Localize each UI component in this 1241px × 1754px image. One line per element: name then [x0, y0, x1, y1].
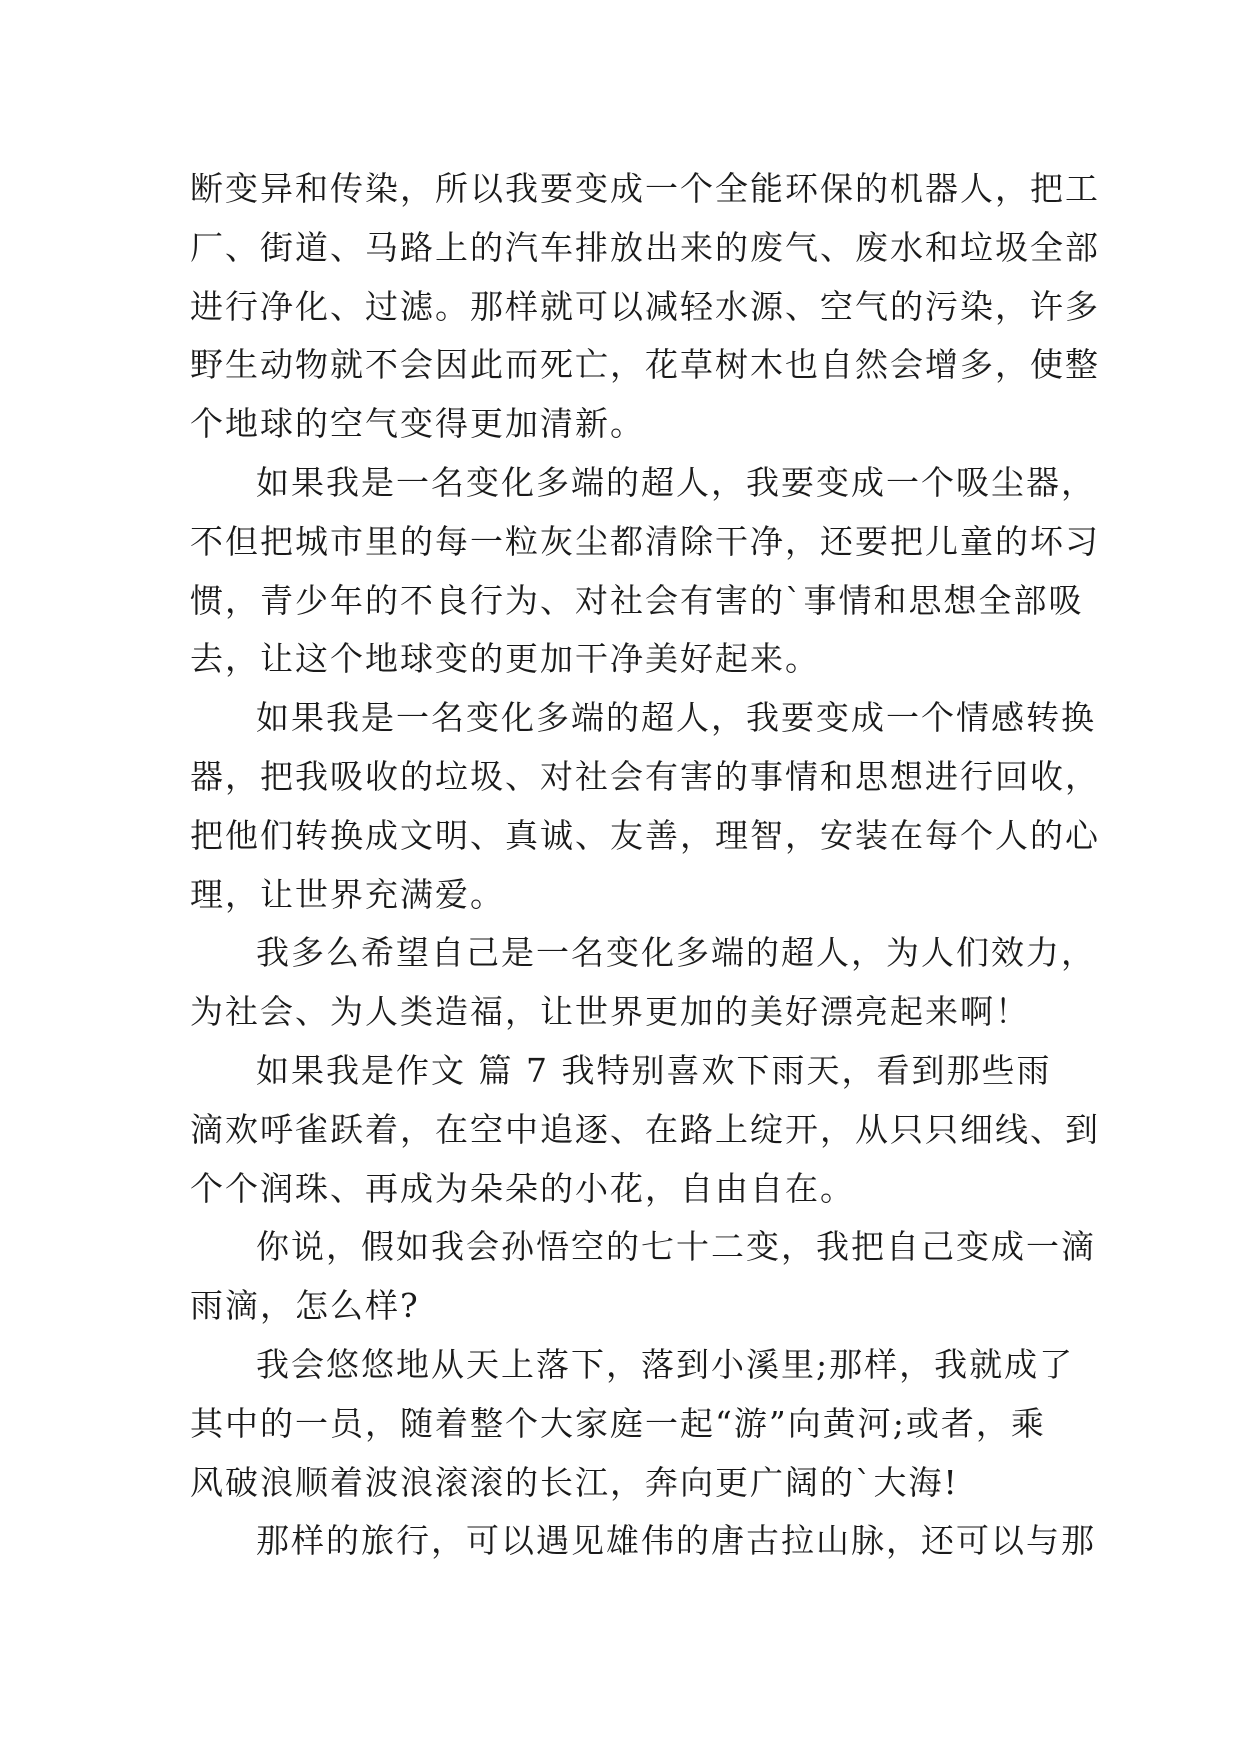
text-line: 把他们转换成文明、真诚、友善，理智，安装在每个人的心 [190, 815, 1100, 855]
text-line: 雨滴，怎么样? [190, 1286, 420, 1326]
text-line: 器，把我吸收的垃圾、对社会有害的事情和思想进行回收， [190, 756, 1100, 796]
text-line: 理，让世界充满爱。 [190, 874, 505, 914]
text-line: 个地球的空气变得更加清新。 [190, 404, 645, 444]
text-line: 断变异和传染，所以我要变成一个全能环保的机器人，把工 [190, 169, 1100, 208]
text-line: 厂、街道、马路上的汽车排放出来的废气、废水和垃圾全部 [190, 227, 1100, 267]
text-line: 滴欢呼雀跃着，在空中追逐、在路上绽开，从只只细线、到 [190, 1109, 1100, 1149]
text-line: 我多么希望自己是一名变化多端的超人，为人们效力， [256, 933, 1096, 973]
text-line: 如果我是一名变化多端的超人，我要变成一个情感转换 [256, 698, 1096, 738]
text-line: 你说，假如我会孙悟空的七十二变，我把自己变成一滴 [256, 1227, 1096, 1267]
text-line: 那样的旅行，可以遇见雄伟的唐古拉山脉，还可以与那 [256, 1521, 1096, 1561]
text-line: 为社会、为人类造福，让世界更加的美好漂亮起来啊！ [190, 992, 1030, 1032]
text-line: 我会悠悠地从天上落下，落到小溪里;那样，我就成了 [256, 1344, 1075, 1384]
text-line: 如果我是作文 篇 7 我特别喜欢下雨天，看到那些雨 [256, 1050, 1052, 1090]
text-line: 去，让这个地球变的更加干净美好起来。 [190, 639, 820, 679]
article-body [190, 160, 1100, 1571]
text-line: 不但把城市里的每一粒灰尘都清除干净，还要把儿童的坏习 [190, 521, 1100, 561]
text-line: 惯，青少年的不良行为、对社会有害的`事情和思想全部吸 [190, 580, 1084, 620]
text-line: 个个润珠、再成为朵朵的小花，自由自在。 [190, 1168, 855, 1208]
text-line: 如果我是一名变化多端的超人，我要变成一个吸尘器， [256, 462, 1096, 502]
text-line: 进行净化、过滤。那样就可以减轻水源、空气的污染，许多 [190, 286, 1100, 326]
text-line: 其中的一员，随着整个大家庭一起“游”向黄河;或者，乘 [190, 1403, 1046, 1443]
text-line: 野生动物就不会因此而死亡，花草树木也自然会增多，使整 [190, 345, 1100, 385]
text-line: 风破浪顺着波浪滚滚的长江，奔向更广阔的`大海! [190, 1462, 959, 1502]
